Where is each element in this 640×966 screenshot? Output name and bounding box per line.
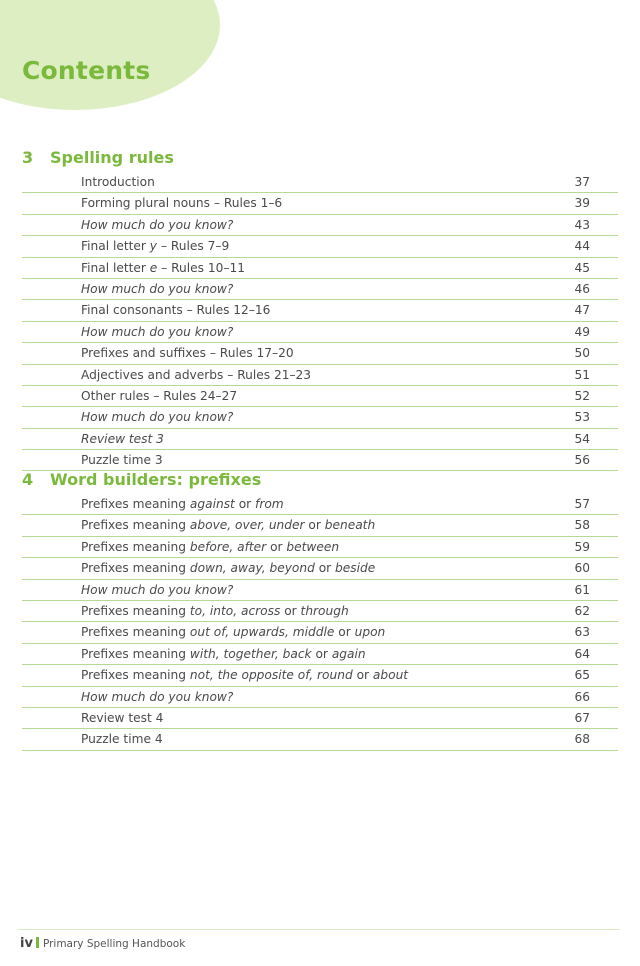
- toc-entry-label: [81, 322, 233, 342]
- toc-entry-label-text: or: [304, 518, 325, 533]
- toc-entry-label-italic: How much do you know?: [81, 324, 234, 339]
- toc-entry-page: 63: [574, 625, 590, 640]
- toc-entry-label-text: Forming plural nouns – Rules 1–6: [81, 196, 283, 211]
- toc-entry-page: 66: [574, 689, 590, 704]
- toc-entry-label: [81, 687, 233, 707]
- section-title: Word builders: prefixes: [50, 470, 262, 489]
- toc-entry-label: [81, 407, 233, 427]
- toc-entry[interactable]: [22, 322, 618, 343]
- section-number: 4: [22, 470, 34, 489]
- toc-entry[interactable]: [22, 429, 618, 450]
- toc-entry-label-italic: How much do you know?: [81, 410, 234, 425]
- toc-entry-label: [81, 515, 375, 535]
- toc-entry-label: [81, 236, 229, 256]
- toc-entry-label-text: or: [266, 539, 287, 554]
- toc-entry-label-italic: against: [189, 497, 235, 511]
- toc-entry-label-italic: y: [149, 239, 158, 254]
- toc-entry-label-italic: How much do you know?: [81, 689, 234, 704]
- section-heading: [22, 466, 620, 494]
- toc-entry-label-italic: Review test 3: [81, 431, 164, 446]
- toc-entry-label: [81, 365, 311, 385]
- toc-entry-page: 67: [574, 710, 590, 725]
- toc-entry-label: [81, 601, 349, 621]
- toc-entry-label: [81, 580, 233, 600]
- toc-entry-label-text: Prefixes meaning: [81, 603, 190, 618]
- toc-entry-label-text: – Rules 10–11: [157, 260, 246, 275]
- toc-entry-page: 53: [574, 410, 590, 425]
- toc-entry-label-italic: about: [372, 668, 409, 683]
- section-4: [0, 466, 620, 751]
- toc-entry-label-italic: e: [149, 260, 158, 275]
- toc-entry-label-text: Prefixes and suffixes – Rules 17–20: [81, 346, 294, 361]
- toc-entry-label-italic: How much do you know?: [81, 582, 234, 597]
- section-number: 3: [22, 148, 34, 167]
- toc-entry[interactable]: [22, 729, 618, 750]
- toc-entry-label: [81, 622, 385, 642]
- toc-entry-page: 46: [574, 281, 590, 296]
- toc-entry-label: [81, 729, 163, 749]
- toc-entry-page: 52: [574, 388, 590, 403]
- toc-entry-label-text: Final consonants – Rules 12–16: [81, 303, 271, 318]
- toc-entry-label: [81, 386, 237, 406]
- toc-entry-page: 68: [574, 732, 590, 747]
- toc-entry[interactable]: [22, 279, 618, 300]
- toc-entry[interactable]: [22, 687, 618, 708]
- toc-entry-label-text: or: [280, 603, 301, 618]
- toc-entry-label: [81, 708, 163, 728]
- toc-entry[interactable]: [22, 708, 618, 729]
- toc-entry-label-text: Final letter: [81, 260, 150, 275]
- toc-entry[interactable]: [22, 558, 618, 579]
- toc-entry-label: [81, 665, 408, 685]
- toc-entry-label-text: Adjectives and adverbs – Rules 21–23: [81, 367, 312, 382]
- toc-entry-label-text: Final letter: [81, 239, 150, 254]
- toc-entry-page: 64: [574, 646, 590, 661]
- toc-entry-label-italic: to, into, across: [189, 603, 281, 618]
- toc-entry-label-text: Review test 4: [81, 710, 164, 725]
- toc-entry[interactable]: [22, 193, 618, 214]
- toc-entry[interactable]: [22, 665, 618, 686]
- toc-entry-label-text: Prefixes meaning: [81, 539, 190, 554]
- footer-separator: [36, 937, 39, 948]
- toc-entry-label-text: or: [314, 561, 336, 576]
- toc-entry-label: [81, 300, 270, 320]
- toc-entry-label-text: Prefixes meaning: [81, 561, 190, 576]
- toc-entry-label-text: Prefixes meaning: [81, 497, 190, 511]
- toc-entry-page: 43: [574, 217, 590, 232]
- toc-entry[interactable]: [22, 515, 618, 536]
- toc-entry-label: [81, 644, 366, 664]
- toc-entry-label-text: Prefixes meaning: [81, 625, 190, 640]
- footer-divider: [18, 929, 620, 930]
- toc-entry-page: 56: [574, 453, 590, 468]
- toc-entry-label: [81, 429, 164, 449]
- toc-entry[interactable]: [22, 407, 618, 428]
- toc-entry[interactable]: [22, 215, 618, 236]
- toc-entry-label-italic: through: [300, 603, 349, 618]
- toc-entry-label-text: Prefixes meaning: [81, 668, 190, 683]
- toc-entry-label-text: or: [334, 625, 355, 640]
- toc-entry-label: [81, 172, 155, 192]
- toc-entry-label-text: Introduction: [81, 175, 155, 189]
- footer-page-number: iv: [20, 936, 33, 951]
- toc-entry-label-italic: before, after: [189, 539, 267, 554]
- toc-entry[interactable]: [22, 580, 618, 601]
- toc-entry-page: 49: [574, 324, 590, 339]
- toc-entry-label-text: Prefixes meaning: [81, 646, 190, 661]
- toc-entry-page: 65: [574, 668, 590, 683]
- toc-entry-label: [81, 215, 233, 235]
- toc-entry-label: [81, 494, 284, 514]
- toc-entry-label-italic: down, away, beyond: [189, 561, 315, 576]
- toc-entry[interactable]: [22, 537, 618, 558]
- toc-entry-label: [81, 258, 245, 278]
- toc-entry-page: 59: [574, 539, 590, 554]
- toc-entry[interactable]: [22, 343, 618, 364]
- toc-entry-label-italic: beneath: [324, 518, 376, 533]
- toc-entry-label: [81, 343, 294, 363]
- toc-entry-page: 39: [574, 196, 590, 211]
- toc-entry-page: 44: [574, 239, 590, 254]
- page-title: Contents: [22, 56, 151, 85]
- toc-entry[interactable]: [22, 258, 618, 279]
- toc-entry-label-italic: with, together, back: [189, 646, 312, 661]
- toc-entry-page: 57: [574, 497, 590, 511]
- toc-entry-label-italic: above, over, under: [189, 518, 305, 533]
- toc-entry-label-italic: again: [331, 646, 366, 661]
- toc-entry[interactable]: [22, 494, 618, 515]
- toc-entry-page: 60: [574, 561, 590, 576]
- footer-book-title: Primary Spelling Handbook: [42, 938, 186, 950]
- toc-entry-label-text: Other rules – Rules 24–27: [81, 388, 238, 403]
- toc-entry[interactable]: [22, 172, 618, 193]
- header-blob: [0, 0, 220, 110]
- toc-entry-label: [81, 537, 339, 557]
- section-3: [0, 144, 620, 471]
- toc-entry-label-italic: out of, upwards, middle: [189, 625, 335, 640]
- toc-entry-page: 47: [574, 303, 590, 318]
- toc-entry[interactable]: [22, 622, 618, 643]
- toc-entry-label-text: or: [311, 646, 332, 661]
- toc-entry-label-text: – Rules 7–9: [157, 239, 230, 254]
- toc-entry-label-italic: upon: [354, 625, 386, 640]
- toc-entry[interactable]: [22, 644, 618, 665]
- toc-entry-page: 51: [574, 367, 590, 382]
- toc-entry-page: 37: [574, 175, 590, 189]
- toc-entry-label-italic: beside: [335, 561, 376, 576]
- toc-entry-label-text: Puzzle time 4: [81, 732, 163, 747]
- footer: [20, 936, 185, 951]
- toc-entry-label-italic: How much do you know?: [81, 217, 234, 232]
- toc-entry-label-italic: not, the opposite of, round: [189, 668, 353, 683]
- toc-entry-page: 50: [574, 346, 590, 361]
- toc-entry-label-italic: How much do you know?: [81, 281, 234, 296]
- section-heading: [22, 144, 620, 172]
- toc-entry-label-text: or: [352, 668, 373, 683]
- toc-entry-label: [81, 193, 282, 213]
- toc-entry-page: 61: [574, 582, 590, 597]
- toc-entry-page: 54: [574, 431, 590, 446]
- toc-entry-label-italic: from: [255, 497, 284, 511]
- toc-entry-label-text: Puzzle time 3: [81, 453, 163, 468]
- toc-entry-label: [81, 558, 375, 578]
- toc-entry[interactable]: [22, 601, 618, 622]
- section-title: Spelling rules: [50, 148, 174, 167]
- toc-entry[interactable]: [22, 300, 618, 321]
- toc-entry[interactable]: [22, 236, 618, 257]
- toc-entry-label-text: Prefixes meaning: [81, 518, 190, 533]
- toc-entry-page: 45: [574, 260, 590, 275]
- toc-entry-label-text: or: [234, 497, 256, 511]
- toc-entry-page: 58: [574, 518, 590, 533]
- toc-entry-page: 62: [574, 603, 590, 618]
- toc-entry-label-italic: between: [286, 539, 340, 554]
- toc-entry[interactable]: [22, 365, 618, 386]
- toc-entry[interactable]: [22, 386, 618, 407]
- toc-entry-label: [81, 279, 233, 299]
